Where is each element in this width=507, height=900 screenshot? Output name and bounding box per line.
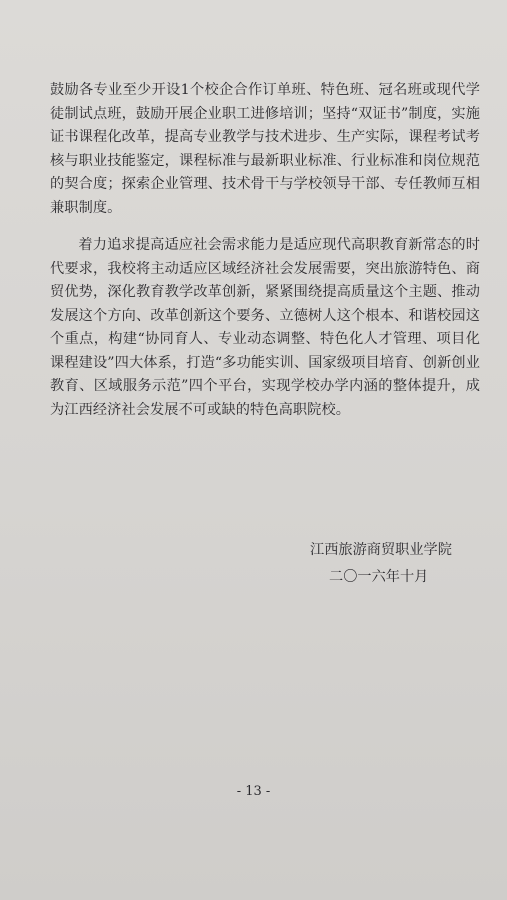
- body-paragraph-2: 着力追求提高适应社会需求能力是适应现代高职教育新常态的时代要求，我校将主动适应区域经济社会发展需要，突出旅游特色、商贸优势，深化教育教学改革创新，紧紧围绕提高质量这个主题、推动发展这个方向、改革创新这个要务、立德树人这个根本、和谐校园这个重点，构建“协同育人、专业动态调整、特色化人才管理、项目化课程建设”四大体系，打造“多功能实训、国家级项目培育、创新创业教育、区域服务示范”四个平台，实现学校办学内涵的整体提升，成为江西经济社会发展不可或缺的特色高职院校。: [50, 237, 480, 418]
- signature-organization: 江西旅游商贸职业学院: [310, 542, 452, 558]
- signature-date: 二〇一六年十月: [329, 569, 429, 585]
- page-number: - 13 -: [236, 784, 271, 799]
- body-paragraph-1: 鼓励各专业至少开设1个校企合作订单班、特色班、冠名班或现代学徒制试点班，鼓励开展企业职工进修培训；坚持“双证书”制度，实施证书课程化改革，提高专业教学与技术进步、生产实际，课程考试考核与职业技能鉴定，课程标准与最新职业标准、行业标准和岗位规范的契合度；探索企业管理、技术骨干与学校领导干部、专任教师互相兼职制度。: [50, 82, 480, 216]
